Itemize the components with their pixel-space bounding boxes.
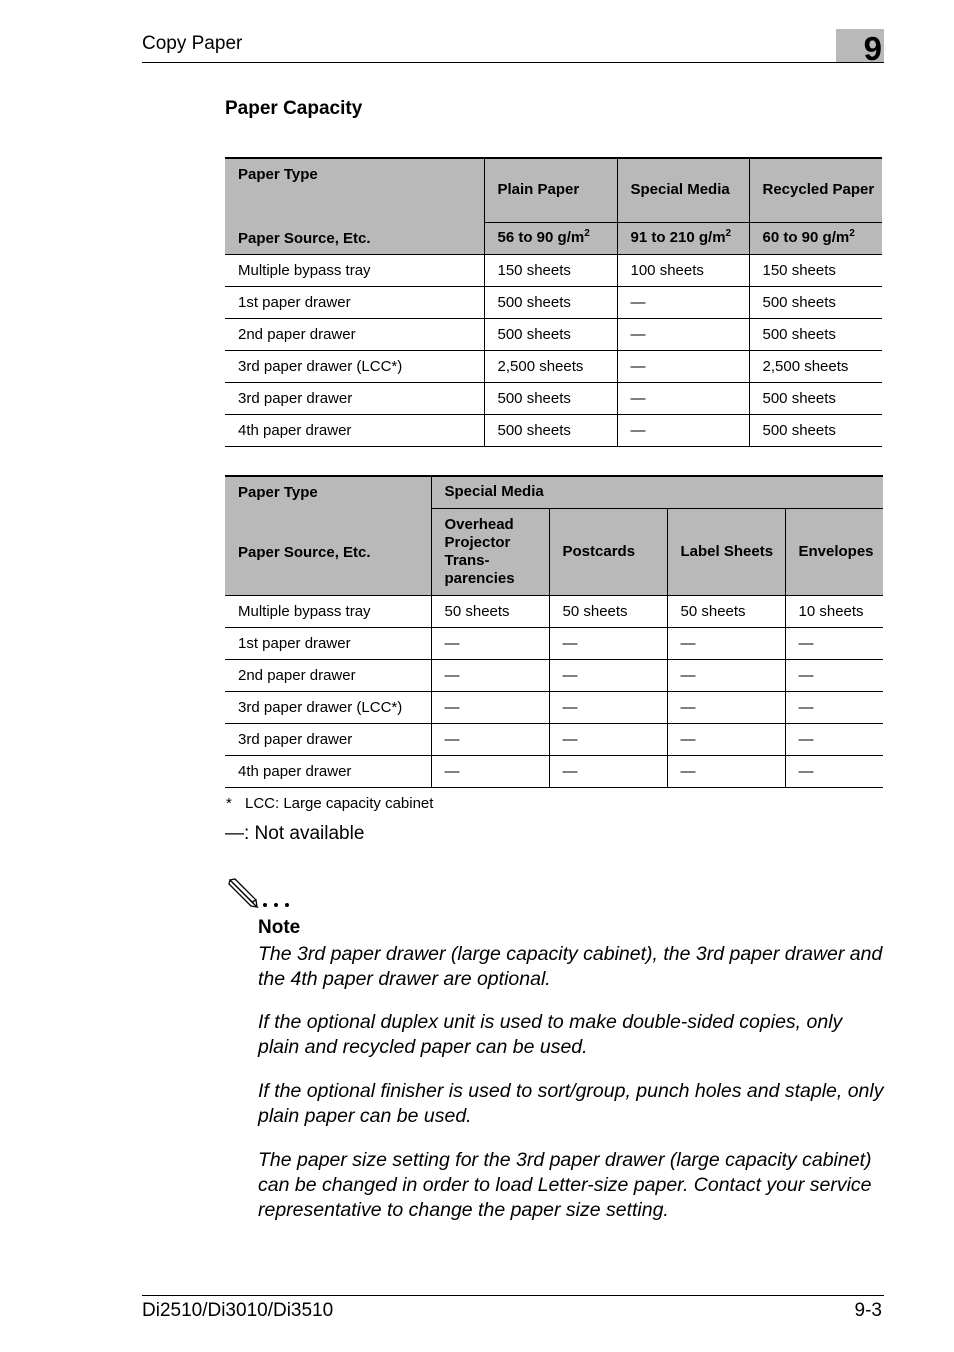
capacity-cell: 150 sheets [749, 254, 882, 286]
paper-source-cell: 1st paper drawer [225, 627, 431, 659]
section-title: Paper Capacity [225, 98, 363, 119]
table1-col-header: Special Media [617, 158, 749, 222]
capacity-cell: — [667, 691, 785, 723]
table2-group-header: Special Media [431, 476, 883, 508]
capacity-cell: — [667, 723, 785, 755]
capacity-cell: — [785, 723, 883, 755]
table2-paper-type-label: Paper Type [238, 484, 318, 501]
capacity-cell: — [785, 659, 883, 691]
table2-col-header: Envelopes [785, 508, 883, 595]
table1-paper-source-label: Paper Source, Etc. [238, 230, 371, 247]
capacity-cell: — [617, 286, 749, 318]
table2-col-header: Label Sheets [667, 508, 785, 595]
table-row [225, 723, 883, 755]
table-row [225, 286, 882, 318]
capacity-cell: 500 sheets [749, 318, 882, 350]
capacity-cell: — [431, 691, 549, 723]
paper-source-cell: Multiple bypass tray [225, 595, 431, 627]
capacity-cell: 2,500 sheets [749, 350, 882, 382]
capacity-cell: 500 sheets [484, 382, 617, 414]
capacity-cell: — [431, 755, 549, 787]
capacity-cell: — [549, 691, 667, 723]
footer-page-number: 9-3 [854, 1300, 882, 1321]
capacity-cell: — [667, 627, 785, 659]
capacity-cell: — [549, 627, 667, 659]
note-paragraph: The 3rd paper drawer (large capacity cabinet), the 3rd paper drawer and the 4th paper drawer are optional. [258, 943, 883, 990]
footer-divider [142, 1295, 884, 1296]
paper-source-cell: 3rd paper drawer [225, 723, 431, 755]
capacity-cell: — [617, 350, 749, 382]
weight-text: 91 to 210 g/m [630, 229, 726, 246]
capacity-cell: 50 sheets [549, 595, 667, 627]
capacity-cell: — [431, 723, 549, 755]
superscript: 2 [725, 228, 732, 239]
table-row [225, 659, 883, 691]
capacity-cell: 100 sheets [617, 254, 749, 286]
capacity-cell: — [431, 627, 549, 659]
paper-source-cell: Multiple bypass tray [225, 254, 484, 286]
paper-source-cell: 2nd paper drawer [225, 659, 431, 691]
paper-capacity-table-2 [225, 475, 883, 788]
table2-col-header: Postcards [549, 508, 667, 595]
capacity-cell: — [785, 627, 883, 659]
note-paragraph: If the optional finisher is used to sort/group, punch holes and staple, only plain paper can be used. [258, 1080, 884, 1127]
table-row [225, 382, 882, 414]
table-row [225, 595, 883, 627]
capacity-cell: — [431, 659, 549, 691]
chapter-number-badge: 9 [836, 29, 884, 63]
table2-corner-header [225, 476, 431, 595]
table1-col-header: Plain Paper [484, 158, 617, 222]
superscript: 2 [849, 228, 855, 239]
capacity-cell: 50 sheets [667, 595, 785, 627]
footnote-text: LCC: Large capacity cabinet [245, 795, 434, 812]
paper-source-cell: 3rd paper drawer (LCC*) [225, 350, 484, 382]
capacity-cell: — [549, 723, 667, 755]
footnote [226, 795, 433, 812]
footer-model-name: Di2510/Di3010/Di3510 [142, 1300, 334, 1321]
table-row [225, 318, 882, 350]
capacity-cell: 50 sheets [431, 595, 549, 627]
table-row [225, 755, 883, 787]
table-row [225, 691, 883, 723]
table1-weight-header [617, 222, 749, 254]
capacity-cell: 500 sheets [749, 414, 882, 446]
paper-source-cell: 4th paper drawer [225, 755, 431, 787]
capacity-cell: 10 sheets [785, 595, 883, 627]
capacity-cell: — [667, 659, 785, 691]
note-paragraph: The paper size setting for the 3rd paper drawer (large capacity cabinet) can be changed in order to load Letter-size paper. Contact your service representative to change the paper size setting. [258, 1149, 872, 1221]
capacity-cell: 150 sheets [484, 254, 617, 286]
table1-paper-type-label: Paper Type [238, 166, 318, 183]
pencil-note-icon [226, 876, 296, 910]
table1-corner-header [225, 158, 484, 254]
weight-text: 60 to 90 g/m [762, 229, 850, 246]
footnote-marker: * [226, 795, 232, 812]
table1-weight-header [749, 222, 882, 254]
capacity-cell: 500 sheets [484, 318, 617, 350]
paper-source-cell: 2nd paper drawer [225, 318, 484, 350]
paper-source-cell: 1st paper drawer [225, 286, 484, 318]
paper-source-cell: 4th paper drawer [225, 414, 484, 446]
capacity-cell: — [617, 318, 749, 350]
capacity-cell: — [549, 755, 667, 787]
paper-capacity-table-1 [225, 157, 882, 447]
capacity-cell: — [617, 382, 749, 414]
capacity-cell: 500 sheets [484, 286, 617, 318]
capacity-cell: 500 sheets [749, 286, 882, 318]
table1-weight-header [484, 222, 617, 254]
not-available-legend: —: Not available [225, 823, 365, 844]
weight-text: 56 to 90 g/m [497, 229, 585, 246]
capacity-cell: — [549, 659, 667, 691]
table2-col-header: Overhead Projector Trans- parencies [431, 508, 549, 595]
note-paragraph: If the optional duplex unit is used to make double-sided copies, only plain and recycled paper can be used. [258, 1011, 843, 1058]
capacity-cell: — [785, 755, 883, 787]
capacity-cell: — [617, 414, 749, 446]
table-row [225, 254, 882, 286]
capacity-cell: — [785, 691, 883, 723]
paper-source-cell: 3rd paper drawer (LCC*) [225, 691, 431, 723]
capacity-cell: 500 sheets [484, 414, 617, 446]
note-heading: Note [258, 917, 301, 938]
table-row [225, 350, 882, 382]
table-row [225, 627, 883, 659]
table2-paper-source-label: Paper Source, Etc. [238, 544, 371, 561]
superscript: 2 [584, 228, 590, 239]
paper-source-cell: 3rd paper drawer [225, 382, 484, 414]
capacity-cell: — [667, 755, 785, 787]
header-divider [142, 62, 884, 63]
table1-col-header: Recycled Paper [749, 158, 882, 222]
page-header-title: Copy Paper [142, 33, 243, 54]
table-row [225, 414, 882, 446]
capacity-cell: 500 sheets [749, 382, 882, 414]
capacity-cell: 2,500 sheets [484, 350, 617, 382]
